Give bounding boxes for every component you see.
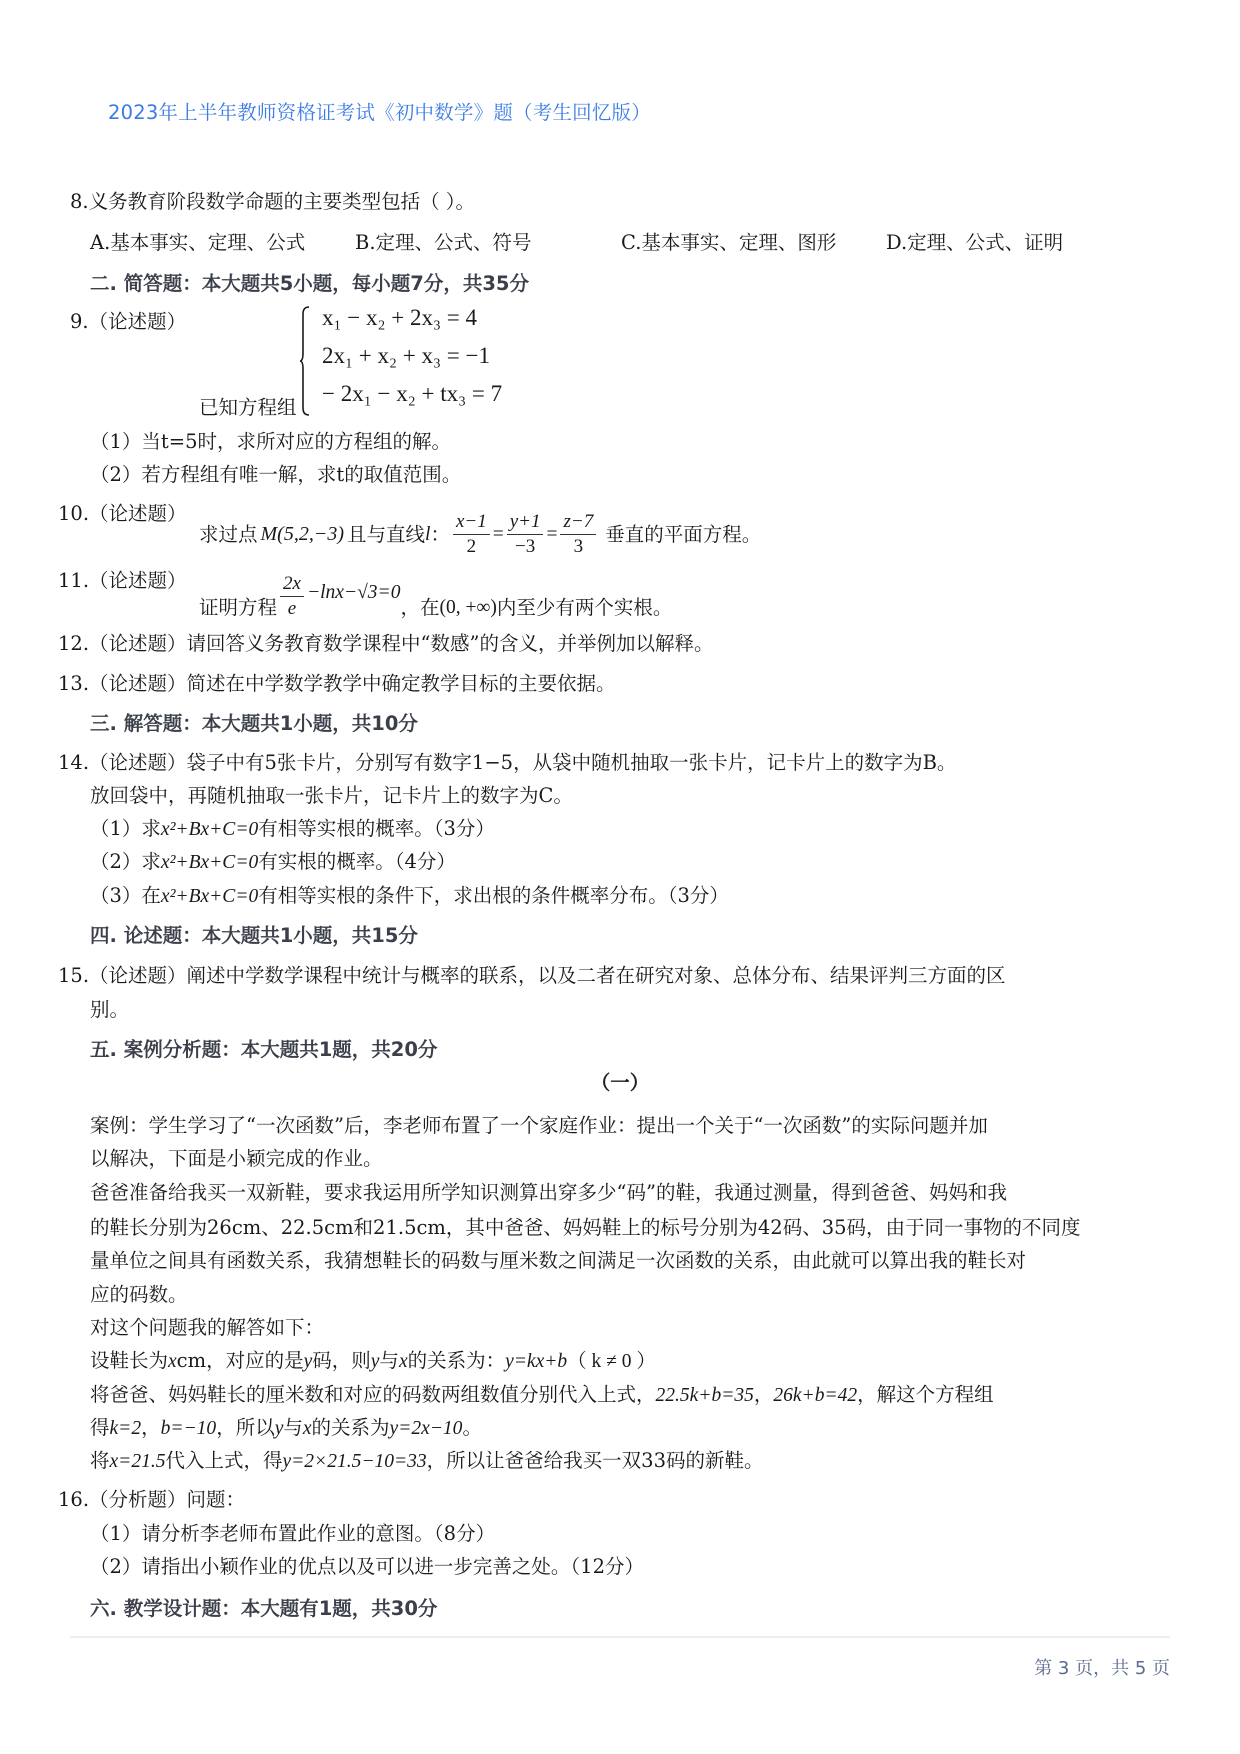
text: 代入上式，得 [165,1449,283,1472]
math-expression: 22.5k+b=35 [655,1385,754,1406]
q10-pre: 求过点 [199,522,258,546]
q11-equation-rest: −lnx−√3=0 [306,581,401,603]
case-line-6: 应的码数。 [90,1283,188,1306]
frac1-den: 2 [466,535,477,557]
text: 将 [90,1449,110,1472]
equation-row-2 [322,344,490,367]
q11-interval: (0, +∞) [439,596,497,618]
q16-subquestion-2: （2）请指出小颖作业的优点以及可以进一步完善之处。（12分） [90,1555,644,1578]
frac1-num: x−1 [453,510,490,535]
q11-mid: ，在 [400,595,440,619]
q8-option-d: D.定理、公式、证明 [886,231,1064,254]
section-3-heading: 三. 解答题：本大题共1小题，共10分 [90,712,418,735]
q8-option-c: C.基本事实、定理、图形 [621,231,837,254]
equation-1-rhs: = 4 [446,305,477,330]
q9-prefix: 已知方程组 [199,396,297,419]
case-line-3: 爸爸准备给我买一双新鞋，要求我运用所学知识测算出穿多少“码”的鞋，我通过测量，得到爸爸、妈妈和我 [90,1181,1007,1204]
question-12: 12.（论述题）请回答义务教育数学课程中“数感”的含义，并举例加以解释。 [58,632,714,655]
frac3-num: z−7 [560,510,596,535]
q10-fraction-1 [453,510,490,559]
q10-line-var: l [425,523,431,545]
question-11-body [199,572,672,621]
text: 的关系为 [311,1416,390,1439]
q10-fraction-2 [507,510,544,559]
q14-subquestion-3 [90,886,729,907]
q10-fraction-3 [560,510,596,559]
case-line-11 [90,1451,763,1472]
q14-sub2-post: 有实根的概率。（4分） [258,850,456,873]
q8-option-a: A.基本事实、定理、公式 [90,231,306,254]
math-expression: y=2×21.5−10=33 [282,1451,427,1472]
text: 。 [462,1416,482,1439]
frac2-num: y+1 [507,510,544,535]
q14-sub3-pre: （3）在 [90,884,161,907]
math-condition: （ k ≠ 0 ） [567,1351,656,1372]
frac2-den: −3 [514,535,536,557]
math-expression: b=−10 [160,1418,217,1439]
math-expression: 26k+b=42 [773,1385,858,1406]
text: 与 [379,1349,399,1372]
frac3-den: 3 [573,535,584,557]
text: 得 [90,1416,110,1439]
text: 与 [283,1416,303,1439]
math-var: x [398,1351,408,1372]
q8-option-b: B.定理、公式、符号 [355,231,532,254]
q10-point: M(5,2,−3) [260,523,344,546]
section-4-heading: 四. 论述题：本大题共1小题，共15分 [90,924,418,947]
equation-row-1 [322,306,477,329]
equals-sign: = [492,523,504,545]
equation-row-3 [322,382,502,405]
q10-post: 垂直的平面方程。 [605,522,762,546]
question-14-line-2: 放回袋中，再随机抽取一张卡片，记卡片上的数字为C。 [90,784,573,807]
section-6-heading: 六. 教学设计题：本大题有1题，共30分 [90,1597,438,1620]
q14-equation: x²+Bx+C=0 [160,819,259,840]
case-line-1: 案例：学生学习了“一次函数”后，李老师布置了一个家庭作业：提出一个关于“一次函数”的实际问题并加 [90,1114,988,1137]
q11-pre: 证明方程 [199,595,278,619]
q9-subquestion-2: （2）若方程组有唯一解，求t的取值范围。 [90,463,462,486]
equation-3-lhs: − 2x₁ − x₂ + tx₃ [322,381,467,406]
math-var: x [168,1351,177,1372]
case-line-2: 以解决，下面是小颖完成的作业。 [90,1147,383,1170]
q14-subquestion-2 [90,852,456,873]
section-2-heading: 二. 简答题：本大题共5小题，每小题7分，共35分 [90,272,529,295]
question-10-label: 10.（论述题） [58,502,187,525]
q10-colon: ： [430,522,450,546]
case-line-10 [90,1418,482,1439]
q14-sub1-pre: （1）求 [90,817,161,840]
q14-equation: x²+Bx+C=0 [160,852,259,873]
left-brace-icon [300,306,310,416]
question-11-label: 11.（论述题） [58,569,187,592]
text: 的关系为： [407,1349,506,1372]
text: ，解这个方程组 [857,1383,994,1406]
text: 将爸爸、妈妈鞋长的厘米数和对应的码数两组数值分别代入上式， [90,1383,656,1406]
q11-fraction [280,572,304,621]
equation-3-rhs: = 7 [471,381,503,406]
question-15-line-1: 15.（论述题）阐述中学数学课程中统计与概率的联系，以及二者在研究对象、总体分布、结果评判三方面的区 [58,964,1006,987]
math-expression: x=21.5 [109,1451,166,1472]
equation-2-lhs: 2x₁ + x₂ + x₃ [322,343,441,368]
q14-sub3-post: 有相等实根的条件下，求出根的条件概率分布。（3分） [258,884,729,907]
math-expression: y=kx+b [505,1351,568,1372]
math-var: y [370,1351,380,1372]
text: ， [753,1383,774,1406]
equals-sign: = [546,523,558,545]
text: 码，则 [312,1349,371,1372]
question-14-line-1: 14.（论述题）袋子中有5张卡片，分别写有数字1−5，从袋中随机抽取一张卡片，记卡片上的数字为B。 [58,751,957,774]
q14-sub2-pre: （2）求 [90,850,161,873]
case-heading: （一） [590,1071,650,1094]
question-9-label: 9.（论述题） [70,310,187,333]
q11-frac-den: e [287,597,297,619]
math-var: y [303,1351,313,1372]
question-10-body [199,510,761,559]
case-line-5: 量单位之间具有函数关系，我猜想鞋长的码数与厘米数之间满足一次函数的关系，由此就可以算出我的鞋长对 [90,1249,1027,1272]
question-8-stem: 8.义务教育阶段数学命题的主要类型包括（ ）。 [70,190,476,213]
case-line-8 [90,1351,656,1372]
q14-equation: x²+Bx+C=0 [160,886,259,907]
q16-subquestion-1: （1）请分析李老师布置此作业的意图。（8分） [90,1522,496,1545]
q9-subquestion-1: （1）当t=5时，求所对应的方程组的解。 [90,430,451,453]
footer-divider [70,1636,1170,1638]
math-expression: y=2x−10 [389,1418,463,1439]
question-16-label: 16.（分析题）问题： [58,1488,246,1511]
q10-mid: 且与直线 [347,522,426,546]
math-var: x [302,1418,312,1439]
case-line-4: 的鞋长分别为26cm、22.5cm和21.5cm，其中爸爸、妈妈鞋上的标号分别为42码、35码，由于同一事物的不同度 [90,1216,1081,1239]
text: ， [141,1416,161,1439]
page-number: 第 3 页，共 5 页 [1034,1658,1170,1679]
q14-subquestion-1 [90,819,495,840]
equation-1-lhs: x₁ − x₂ + 2x₃ [322,305,441,330]
q14-sub1-post: 有相等实根的概率。（3分） [258,817,495,840]
text: cm，对应的是 [176,1349,304,1372]
text: ，所以 [216,1416,275,1439]
text: ，所以让爸爸给我买一双33码的新鞋。 [426,1449,764,1472]
question-13: 13.（论述题）简述在中学数学教学中确定教学目标的主要依据。 [58,672,616,695]
case-line-7: 对这个问题我的解答如下： [90,1316,325,1339]
text: 设鞋长为 [90,1349,169,1372]
section-5-heading: 五. 案例分析题：本大题共1题，共20分 [90,1038,438,1061]
question-15-line-2: 别。 [90,998,130,1021]
math-expression: k=2 [109,1418,142,1439]
math-var: y [274,1418,284,1439]
document-title: 2023年上半年教师资格证考试《初中数学》题（考生回忆版） [108,101,651,124]
q11-frac-num: 2x [280,572,304,597]
case-line-9 [90,1385,994,1406]
equation-2-rhs: = −1 [446,343,490,368]
q11-post: 内至少有两个实根。 [496,595,673,619]
